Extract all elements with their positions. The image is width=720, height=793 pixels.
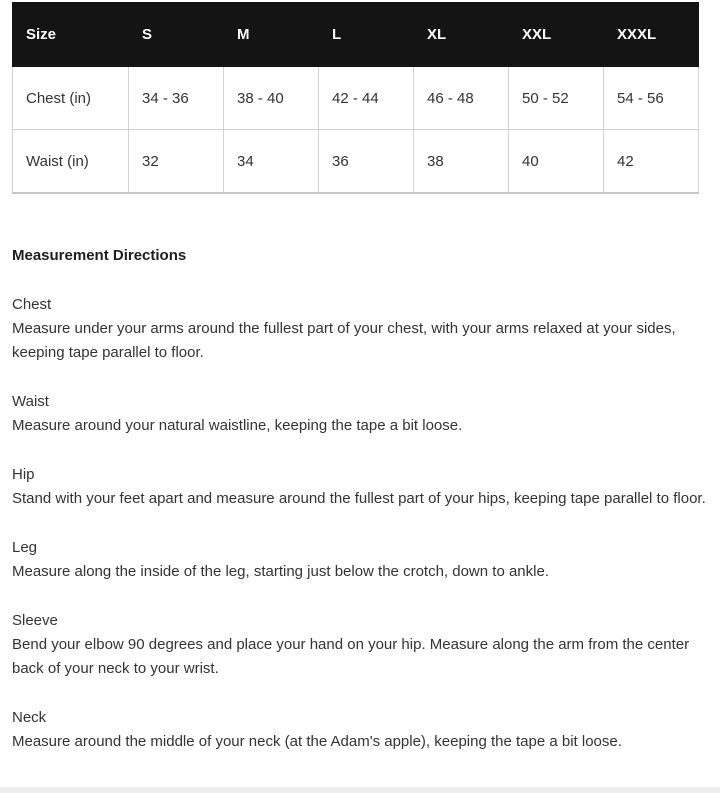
direction-title: Neck (12, 709, 47, 726)
direction-neck (12, 706, 712, 754)
direction-text: Measure under your arms around the fullest part of your chest, with your arms relaxed at your sides, keeping tape parallel to floor. (12, 320, 676, 361)
table-cell: 32 (129, 130, 224, 194)
table-cell: 36 (319, 130, 414, 194)
table-cell: 42 - 44 (319, 67, 414, 130)
direction-title: Chest (12, 296, 52, 313)
direction-text: Measure along the inside of the leg, starting just below the crotch, down to ankle. (12, 563, 549, 580)
direction-title: Sleeve (12, 612, 58, 629)
table-cell: 42 (604, 130, 699, 194)
table-cell: 38 - 40 (224, 67, 319, 130)
direction-leg (12, 536, 712, 584)
header-cell-s: S (129, 3, 224, 67)
size-chart-table (12, 2, 699, 194)
header-cell-xl: XL (414, 3, 509, 67)
direction-text: Measure around the middle of your neck (at the Adam's apple), keeping the tape a bit loose. (12, 733, 622, 750)
table-cell: 46 - 48 (414, 67, 509, 130)
direction-title: Waist (12, 393, 49, 410)
header-cell-m: M (224, 3, 319, 67)
direction-text: Bend your elbow 90 degrees and place your hand on your hip. Measure along the arm from the center back of your neck to your wrist. (12, 636, 690, 677)
header-cell-size: Size (13, 3, 129, 67)
table-cell: 50 - 52 (509, 67, 604, 130)
table-cell: 34 - 36 (129, 67, 224, 130)
measurement-directions-list (12, 293, 712, 779)
measurement-directions-heading: Measurement Directions (12, 247, 187, 264)
row-label-chest: Chest (in) (13, 67, 129, 130)
direction-sleeve (12, 609, 712, 681)
header-cell-l: L (319, 3, 414, 67)
direction-title: Leg (12, 539, 38, 556)
header-cell-xxl: XXL (509, 3, 604, 67)
table-cell: 40 (509, 130, 604, 194)
direction-hip (12, 463, 712, 511)
direction-text: Stand with your feet apart and measure around the fullest part of your hips, keeping tape parallel to floor. (12, 490, 706, 507)
table-cell: 34 (224, 130, 319, 194)
direction-title: Hip (12, 466, 35, 483)
size-chart-header-row (13, 3, 699, 67)
bottom-divider (0, 787, 720, 793)
row-label-waist: Waist (in) (13, 130, 129, 194)
direction-chest (12, 293, 712, 365)
table-row-waist (13, 130, 699, 194)
table-cell: 54 - 56 (604, 67, 699, 130)
direction-text: Measure around your natural waistline, keeping the tape a bit loose. (12, 417, 463, 434)
table-row-chest (13, 67, 699, 130)
header-cell-xxxl: XXXL (604, 3, 699, 67)
table-cell: 38 (414, 130, 509, 194)
direction-waist (12, 390, 712, 438)
